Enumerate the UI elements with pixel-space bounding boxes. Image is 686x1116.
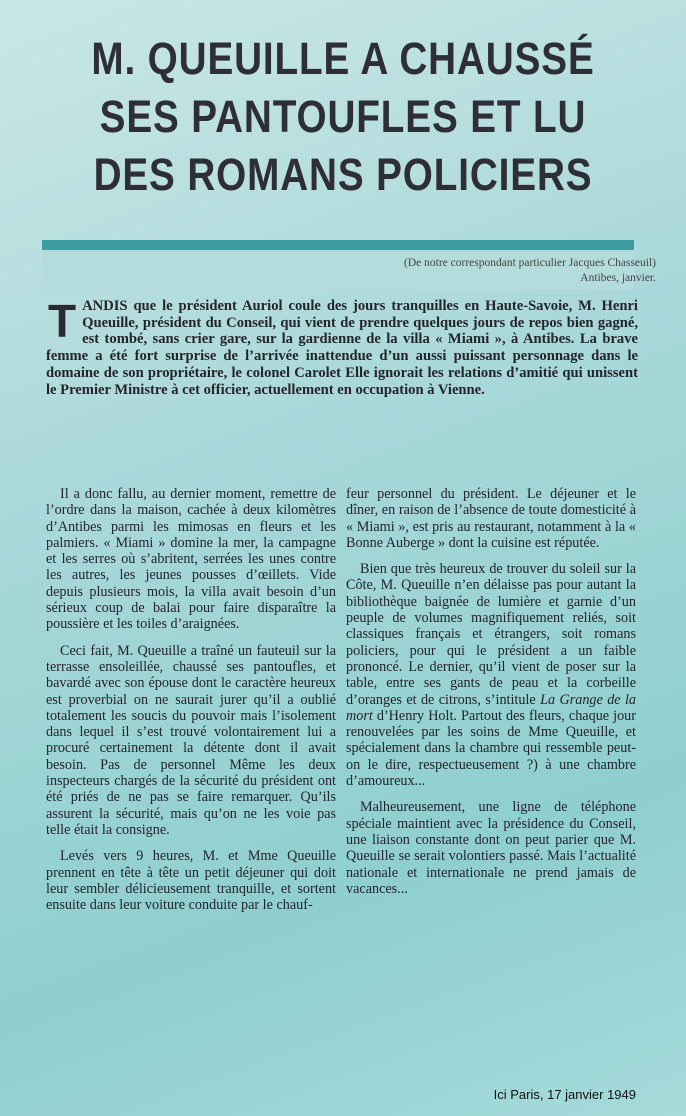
correspondent-dateline: Antibes, janvier. [580, 272, 656, 284]
right-paragraph-2 [346, 561, 636, 789]
divider-rule [42, 240, 634, 250]
lead-paragraph [46, 295, 638, 398]
drop-cap: T [48, 295, 77, 347]
headline-line-2: SES PANTOUFLES ET LU [99, 91, 587, 142]
left-paragraph-2: Ceci fait, M. Queuille a traîné un fauteuil sur la terrasse ensoleillée, chaussé ses pantoufles, et bavardé avec son épouse dont le caractère heureux est proverbial on ne saurait jurer qu’il a oublié totalement les soucis du pouvoir mais l’isolement dans lequel il s’est trouvé volontairement lui a procuré certainement la détente dont il avait besoin. Pas de personnel Même les deux inspecteurs chargés de la sécurité du président ont été priés de ne pas se faire remarquer. Qu’ils assurent la sécurité, mais qu’on ne les voie pas telle était la consigne. [46, 642, 336, 838]
headline [89, 30, 596, 204]
left-paragraph-1: Il a donc fallu, au dernier moment, remettre de l’ordre dans la maison, cachée à deux kilomètres d’Antibes parmi les mimosas en fleurs et les palmiers. « Miami » domine la mer, la campagne et les serres où s’abritent, serrées les unes contre les autres, les jeunes pousses d’œillets. Vide depuis plusieurs mois, la villa avait besoin d’un sérieux coup de balai pour faire disparaître la poussière et les toiles d’araignées. [46, 486, 336, 633]
headline-line-3: DES ROMANS POLICIERS [93, 149, 593, 200]
right-column [346, 486, 636, 907]
book-title: La Grange de la mort [346, 691, 636, 724]
correspondent-name: (De notre correspondant particulier Jacques Chasseuil) [404, 257, 656, 269]
lead-text: ANDIS que le président Auriol coule des jours tranquilles en Haute-Savoie, M. Henri Queuille, président du Conseil, qui vient de prendre quelques jours de repos bien gagné, est tombé, sans crier gare, sur la gardienne de la villa « Miami », à Antibes. La brave femme a été fort surprise de l’arrivée inattendue d’un aussi puissant personnage dans le domaine de son propriétaire, le colonel Carolet Elle ignorait les relations d’amitié qui unissent le Premier Ministre à cet officier, actuellement en occupation à Vienne. [46, 298, 638, 398]
left-column [46, 486, 336, 923]
source-credit: Ici Paris, 17 janvier 1949 [493, 1087, 636, 1102]
right-paragraph-1: feur personnel du président. Le déjeuner et le dîner, en raison de l’absence de toute domesticité à « Miami », est pris au restaurant, notamment à la « Bonne Auberge » dont la cuisine est réputée. [346, 486, 636, 551]
right-paragraph-2-start: Bien que très heureux de trouver du soleil sur la Côte, M. Queuille n’en délaisse pas pour autant la bibliothèque baignée de lumière et garnie d’un peuple de volumes magnifiquement reliés, soit classiques français et étrangers, soit romans policiers, pour qui le président a un faible prononcé. Le dernier, qu’il vient de poser sur la table, entre ses gants de peau et la corbeille d’oranges et de citrons, s’intitule [346, 561, 636, 708]
left-paragraph-3: Levés vers 9 heures, M. et Mme Queuille prennent en tête à tête un petit déjeuner qui doit leur sembler délicieusement tranquille, et sortent ensuite dans leur voiture conduite par le chauf- [46, 848, 336, 914]
right-paragraph-2-end: d’Henry Holt. Partout des fleurs, chaque jour renouvelées par les soins de Mme Queuille, et spécialement dans la chambre qui ressemble peut-on le dire, respectueusement ?) à une chambre d’amoureux... [346, 707, 636, 790]
headline-line-1: M. QUEUILLE A CHAUSSÉ [91, 33, 595, 84]
correspondent-byline [404, 256, 656, 286]
right-paragraph-3: Malheureusement, une ligne de téléphone spéciale maintient avec la présidence du Conseil, une liaison constante dont on peut parier que M. Queuille se serait volontiers passé. Mais l’actualité nationale et internationale ne prend jamais de vacances... [346, 799, 636, 897]
